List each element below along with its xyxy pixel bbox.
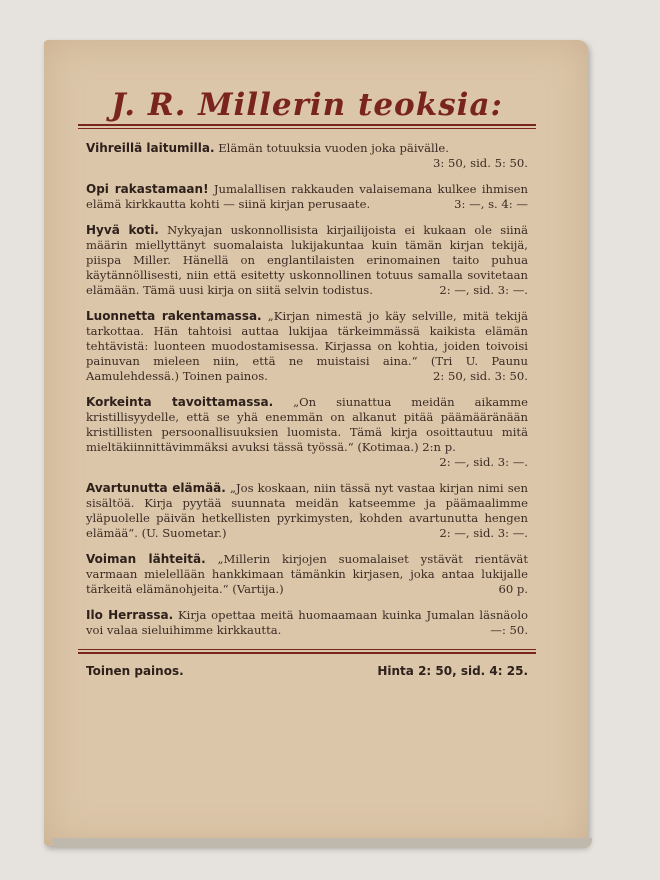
list-item [86, 395, 528, 470]
book-list [86, 141, 528, 638]
list-item [86, 223, 528, 298]
entry-title: Opi rakastamaan! [86, 182, 209, 196]
entry-price: 2: —, sid. 3: —. [439, 283, 528, 297]
page-title: J. R. Millerin teoksia: [111, 87, 503, 123]
list-item [86, 309, 528, 384]
entry-title: Avartunutta elämää. [86, 481, 226, 495]
entry-price: 2: —, sid. 3: —. [439, 455, 528, 469]
entry-price: 3: 50, sid. 5: 50. [433, 156, 528, 170]
entry-text: Elämän totuuksia vuoden joka päivälle. [218, 141, 449, 155]
list-item [86, 141, 528, 171]
list-item [86, 608, 528, 638]
entry-text: „On siunattua meidän aikamme kristillisyydelle, että se yhä enemmän on alkanut pitää päämääränään kristillisten persoonallisuuksien luomista. Tämä kirja osoittautuu mitä mieltäkiinnittävimmäksi avuksi tässä työssä.“ (Kotimaa.) 2:n p. [86, 395, 529, 454]
entry-text: „Kirjan nimestä jo käy selville, mitä tekijä tarkottaa. Hän tahtoisi auttaa lukijaa tärkeimmässä kaikista elämän tehtävistä: luonteen muodostamisessa. Kirjassa on kohtia, joiden toivoisi painuvan mieleen niin, että ne muistaisi aina.“ (Tri U. Paunu Aamulehdessä.) Toinen painos. [86, 309, 529, 383]
title-rule [78, 124, 536, 129]
entry-text: „Millerin kirjojen suomalaiset ystävät rientävät varmaan mielellään hankkimaan tämänkin kirjasen, joka antaa lukijalle tärkeitä elämänohjeita.“ (Vartija.) [86, 552, 529, 596]
entry-title: Korkeinta tavoittamassa. [86, 395, 274, 409]
list-item [86, 481, 528, 541]
entry-title: Hyvä koti. [86, 223, 159, 237]
entry-text: Jumalallisen rakkauden valaisemana kulkee ihmisen elämä kirkkautta kohti — siinä kirjan perusaate. [86, 182, 528, 211]
cover-text [86, 86, 528, 678]
entry-price: —: 50. [490, 623, 528, 637]
list-item [86, 552, 528, 597]
book-edge [52, 838, 592, 848]
list-item [86, 182, 528, 212]
edition-note: Toinen painos. [86, 664, 184, 678]
entry-title: Ilo Herrassa. [86, 608, 174, 622]
entry-text: Nykyajan uskonnollisista kirjailijoista ei kukaan ole siinä määrin miellyttänyt suomalaista lukijakuntaa kuin tämän kirjan tekijä, piispa Miller. Hänellä on englantilaisten erinomainen taito puhua käytännöllisesti, niin että esitetty uskonnollinen totuus samalla sovitetaan elämään. Tämä uusi kirja on siitä selvin todistus. [86, 223, 528, 297]
entry-price: 60 p. [498, 582, 528, 596]
entry-price: 2: —, sid. 3: —. [439, 526, 528, 540]
footer-price: Hinta 2: 50, sid. 4: 25. [377, 664, 528, 678]
entry-title: Voiman lähteitä. [86, 552, 206, 566]
entry-title: Luonnetta rakentamassa. [86, 309, 262, 323]
entry-text: „Jos koskaan, niin tässä nyt vastaa kirjan nimi sen sisältöä. Kirja pyytää suunnata meidän katseemme ja päämaalimme yläpuolelle päivän hetkellisten pyrkimysten, kohden avartunutta hengen elämää“. (U. Suometar.) [86, 481, 529, 540]
entry-text: Kirja opettaa meitä huomaamaan kuinka Jumalan läsnäolo voi valaa sieluihimme kirkkautta. [86, 608, 529, 637]
entry-price: 3: —, s. 4: — [454, 197, 528, 211]
footer [86, 664, 528, 678]
footer-rule [78, 649, 536, 654]
entry-title: Vihreillä laitumilla. [86, 141, 215, 155]
entry-price: 2: 50, sid. 3: 50. [433, 369, 528, 383]
